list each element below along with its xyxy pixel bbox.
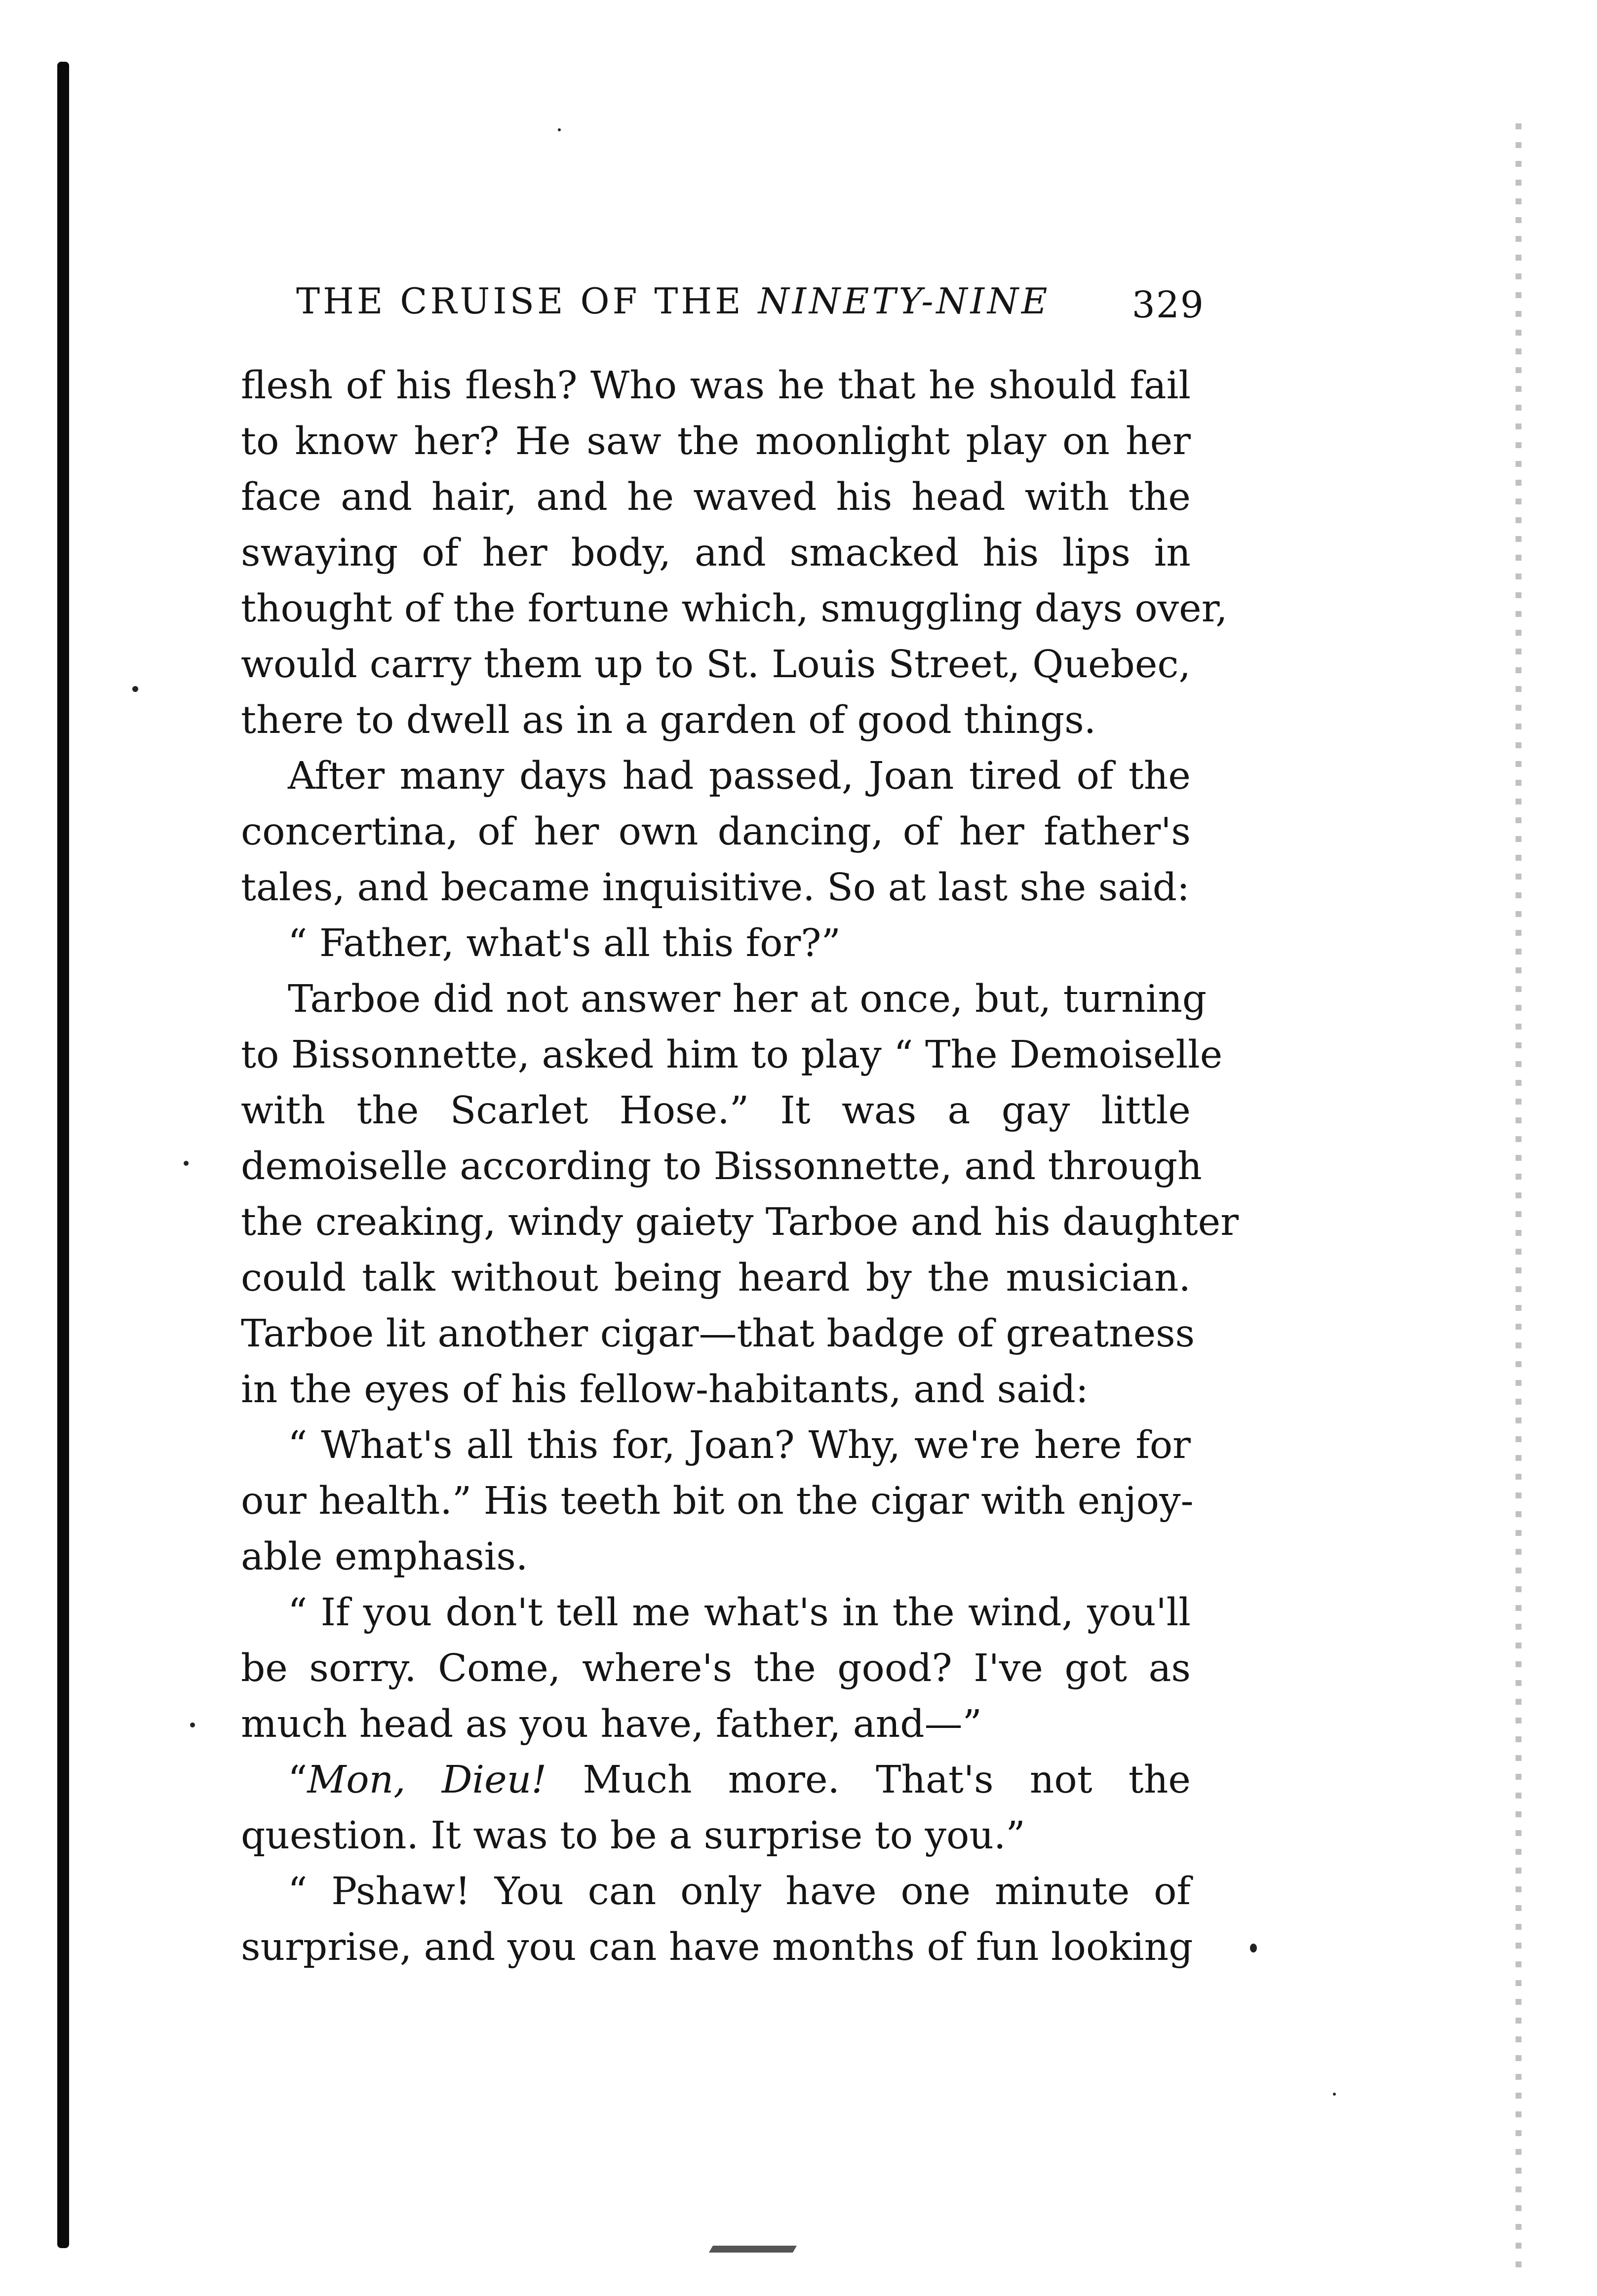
scan-speck — [132, 686, 138, 692]
body-text — [241, 358, 1239, 1975]
text-line: in the eyes of his fellow-habitants, and said: — [241, 1368, 1089, 1412]
text-line — [241, 1752, 1191, 1808]
text-line: Tarboe lit another cigar—that badge of greatness — [241, 1312, 1195, 1356]
text-line: the creaking, windy gaiety Tarboe and his daughter — [241, 1200, 1239, 1244]
text-line: flesh of his flesh? Who was he that he should fail — [241, 364, 1191, 408]
scan-smudge — [709, 2246, 797, 2253]
italic-exclamation: Mon, Dieu! — [307, 1758, 547, 1802]
text-line: “ Father, what's all this for?” — [288, 921, 841, 965]
text-line: Tarboe did not answer her at once, but, turning — [288, 977, 1207, 1021]
scan-page-edge — [1516, 123, 1521, 2270]
running-title-italic: NINETY-NINE — [758, 280, 1051, 322]
running-title — [296, 274, 1051, 328]
text-line: with the Scarlet Hose.” It was a gay little — [241, 1089, 1191, 1133]
running-header — [296, 274, 1205, 328]
text-line: thought of the fortune which, smuggling days over, — [241, 587, 1228, 631]
text-line: could talk without being heard by the musician. — [241, 1256, 1191, 1300]
page-number: 329 — [1131, 284, 1205, 326]
text-line-rest: Much more. That's not the — [546, 1758, 1191, 1802]
text-line: able emphasis. — [241, 1535, 528, 1579]
text-line: surprise, and you can have months of fun looking — [241, 1925, 1193, 1969]
running-title-start: THE CRUISE OF THE — [296, 280, 758, 322]
text-line: to know her? He saw the moonlight play on her — [241, 420, 1191, 463]
text-line: there to dwell as in a garden of good things. — [241, 698, 1096, 742]
text-line: After many days had passed, Joan tired of the — [288, 754, 1191, 798]
text-line: concertina, of her own dancing, of her father's — [241, 810, 1191, 854]
text-line: face and hair, and he waved his head with the — [241, 475, 1191, 519]
scan-speck — [184, 1161, 189, 1166]
scan-binding-edge — [57, 62, 69, 2248]
text-line: would carry them up to St. Louis Street, Quebec, — [241, 643, 1191, 687]
text-line: much head as you have, father, and—” — [241, 1702, 982, 1746]
scan-speck — [190, 1722, 195, 1727]
text-line: to Bissonnette, asked him to play “ The Demoiselle — [241, 1033, 1223, 1077]
text-line: our health.” His teeth bit on the cigar with enjoy- — [241, 1479, 1194, 1523]
text-line: be sorry. Come, where's the good? I've got as — [241, 1646, 1191, 1690]
text-line: demoiselle according to Bissonnette, and through — [241, 1145, 1202, 1188]
text-line: “ If you don't tell me what's in the wind, you'll — [288, 1591, 1191, 1635]
text-line: question. It was to be a surprise to you.” — [241, 1814, 1025, 1858]
open-quote: “ — [288, 1758, 308, 1802]
scan-speck — [1333, 2093, 1336, 2096]
text-line: swaying of her body, and smacked his lips in — [241, 531, 1191, 575]
scan-speck — [1250, 1944, 1257, 1952]
scan-speck — [558, 128, 561, 131]
text-line: “ What's all this for, Joan? Why, we're here for — [288, 1423, 1191, 1467]
text-line: “ Pshaw! You can only have one minute of — [288, 1870, 1191, 1913]
text-line: tales, and became inquisitive. So at last she said: — [241, 866, 1190, 910]
